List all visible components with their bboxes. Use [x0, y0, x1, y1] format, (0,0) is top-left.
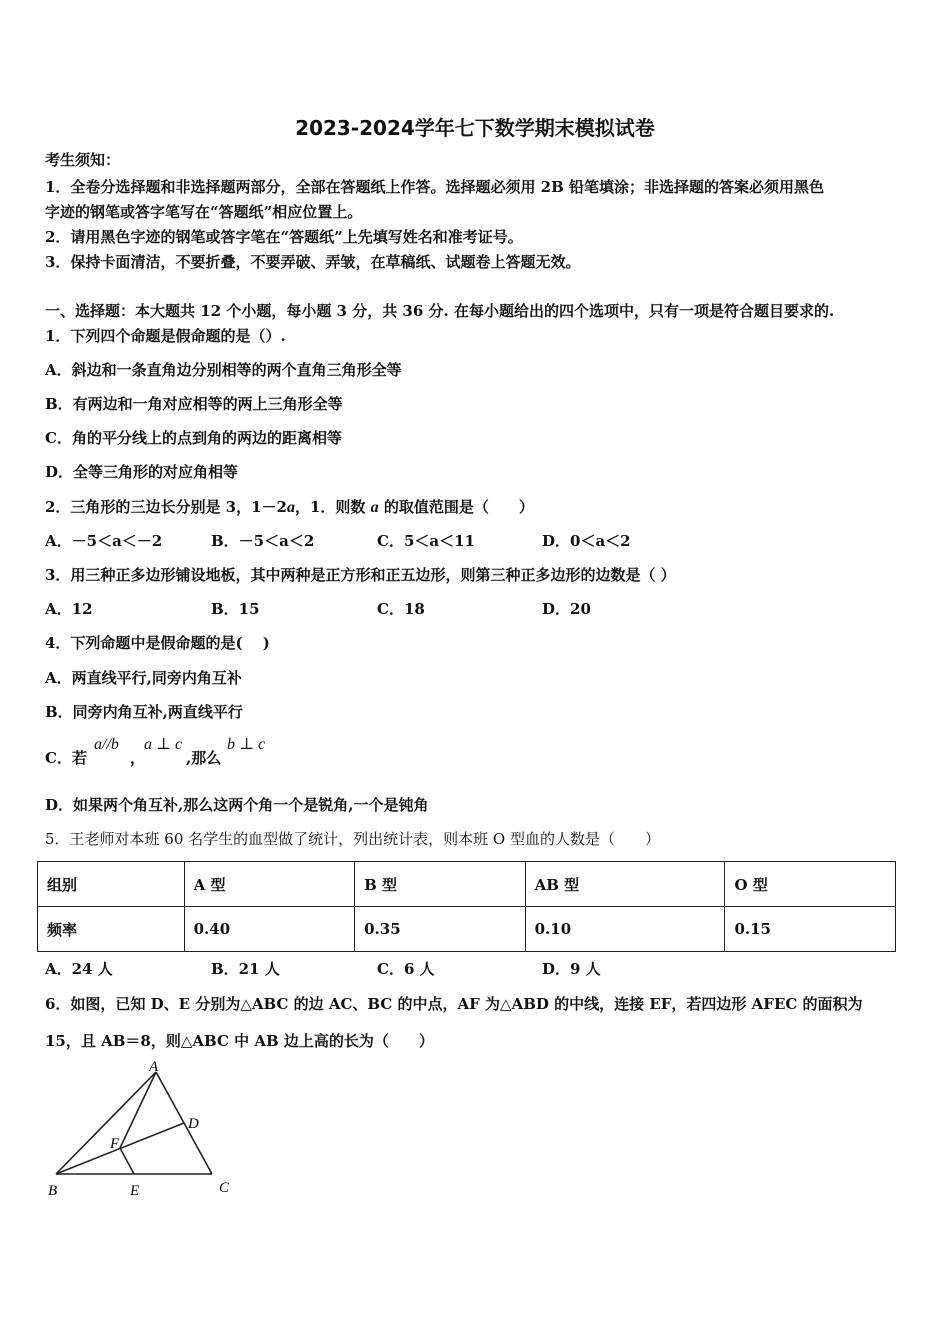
- q5-stem: 5．王老师对本班 60 名学生的血型做了统计，列出统计表，则本班 O 型血的人数是（ ）: [45, 830, 661, 848]
- q1-option-c: C．角的平分线上的点到角的两边的距离相等: [45, 429, 342, 447]
- section-heading: 一、选择题：本大题共 12 个小题，每小题 3 分，共 36 分. 在每小题给出的四个选项中，只有一项是符合题目要求的.: [45, 302, 835, 320]
- segment-ef: [120, 1148, 134, 1174]
- table-cell: O 型: [725, 862, 896, 907]
- table-cell: 0.40: [184, 907, 355, 952]
- q1-option-b: B．有两边和一角对应相等的两上三角形全等: [45, 395, 343, 413]
- q4-expr-perp-bc: b ⊥ c: [227, 736, 266, 753]
- q3-option-c: C．18: [377, 600, 425, 618]
- notice-line-1a: 1．全卷分选择题和非选择题两部分，全部在答题纸上作答。选择题必须用 2B 铅笔填涂；非选择题的答案必须用黑色: [45, 178, 825, 196]
- q4-option-d: D．如果两个角互补,那么这两个角一个是锐角,一个是钝角: [45, 796, 429, 814]
- q5-option-d: D．9 人: [542, 960, 601, 978]
- q2-stem-part: ，1．则数: [294, 498, 371, 516]
- q2-option-c: C．5＜a＜11: [377, 532, 475, 550]
- page-title: 2023-2024学年七下数学期末模拟试卷: [295, 116, 655, 140]
- q3-option-d: D．20: [542, 600, 591, 618]
- label-f: F: [110, 1136, 120, 1152]
- notice-line-1b: 字迹的钢笔或答字笔写在“答题纸”相应位置上。: [45, 203, 363, 221]
- notice-line-3: 3．保持卡面清洁，不要折叠，不要弄破、弄皱，在草稿纸、试题卷上答题无效。: [45, 253, 581, 271]
- q1-stem: 1．下列四个命题是假命题的是（）.: [45, 327, 286, 345]
- q2-stem: [45, 497, 534, 518]
- segment-ab: [56, 1072, 156, 1174]
- q3-option-b: B．15: [211, 600, 260, 618]
- q2-option-a: A．－5＜a＜－2: [45, 532, 163, 550]
- table-cell: A 型: [184, 862, 355, 907]
- notice-heading: 考生须知：: [45, 151, 121, 169]
- label-e: E: [130, 1183, 140, 1199]
- q2-stem-part: 2．三角形的三边长分别是 3，1－2: [45, 498, 287, 516]
- q3-stem: 3．用三种正多边形铺设地板，其中两种是正方形和正五边形，则第三种正多边形的边数是（ ）: [45, 566, 676, 584]
- q5-option-a: A．24 人: [45, 960, 113, 978]
- q6-line-2: 15，且 AB＝8，则△ABC 中 AB 边上高的长为（ ）: [45, 1032, 434, 1050]
- triangle-figure: [40, 1058, 250, 1208]
- label-d: D: [188, 1116, 199, 1132]
- q1-option-a: A．斜边和一条直角边分别相等的两个直角三角形全等: [45, 361, 402, 379]
- label-c: C: [219, 1180, 230, 1196]
- q4-option-a: A．两直线平行,同旁内角互补: [45, 669, 242, 687]
- table-cell: 组别: [38, 862, 185, 907]
- notice-line-2: 2．请用黑色字迹的钢笔或答字笔在“答题纸”上先填写姓名和准考证号。: [45, 228, 523, 246]
- q4-option-b: B．同旁内角互补,两直线平行: [45, 703, 243, 721]
- label-b: B: [48, 1183, 58, 1199]
- table-row: [38, 907, 896, 952]
- table-cell: AB 型: [525, 862, 725, 907]
- q2-stem-part: 的取值范围是（ ）: [378, 498, 534, 516]
- q2-var-a: a: [370, 499, 379, 516]
- q4-option-c-prefix: C．若: [45, 749, 87, 767]
- label-a: A: [149, 1059, 159, 1075]
- q4-comma: ，: [130, 749, 146, 767]
- table-cell: B 型: [355, 862, 526, 907]
- table-cell: 0.10: [525, 907, 725, 952]
- table-header-row: [38, 862, 896, 907]
- q2-option-b: B．－5＜a＜2: [211, 532, 315, 550]
- q3-option-a: A．12: [45, 600, 93, 618]
- q4-then: ,那么: [186, 749, 222, 767]
- table-cell: 0.35: [355, 907, 526, 952]
- q2-var-a: a: [286, 499, 295, 516]
- q6-line-1: 6．如图，已知 D、E 分别为△ABC 的边 AC、BC 的中点，AF 为△ABD 的中线，连接 EF，若四边形 AFEC 的面积为: [45, 995, 863, 1013]
- q4-stem: 4．下列命题中是假命题的是( ): [45, 634, 270, 652]
- blood-type-table: [37, 861, 896, 952]
- q2-option-d: D．0＜a＜2: [542, 532, 631, 550]
- q4-expr-parallel: a//b: [94, 736, 119, 753]
- q4-expr-perp-ac: a ⊥ c: [144, 736, 183, 753]
- table-cell: 频率: [38, 907, 185, 952]
- table-cell: 0.15: [725, 907, 896, 952]
- q5-option-c: C．6 人: [377, 960, 435, 978]
- q5-option-b: B．21 人: [211, 960, 280, 978]
- q1-option-d: D．全等三角形的对应角相等: [45, 463, 239, 481]
